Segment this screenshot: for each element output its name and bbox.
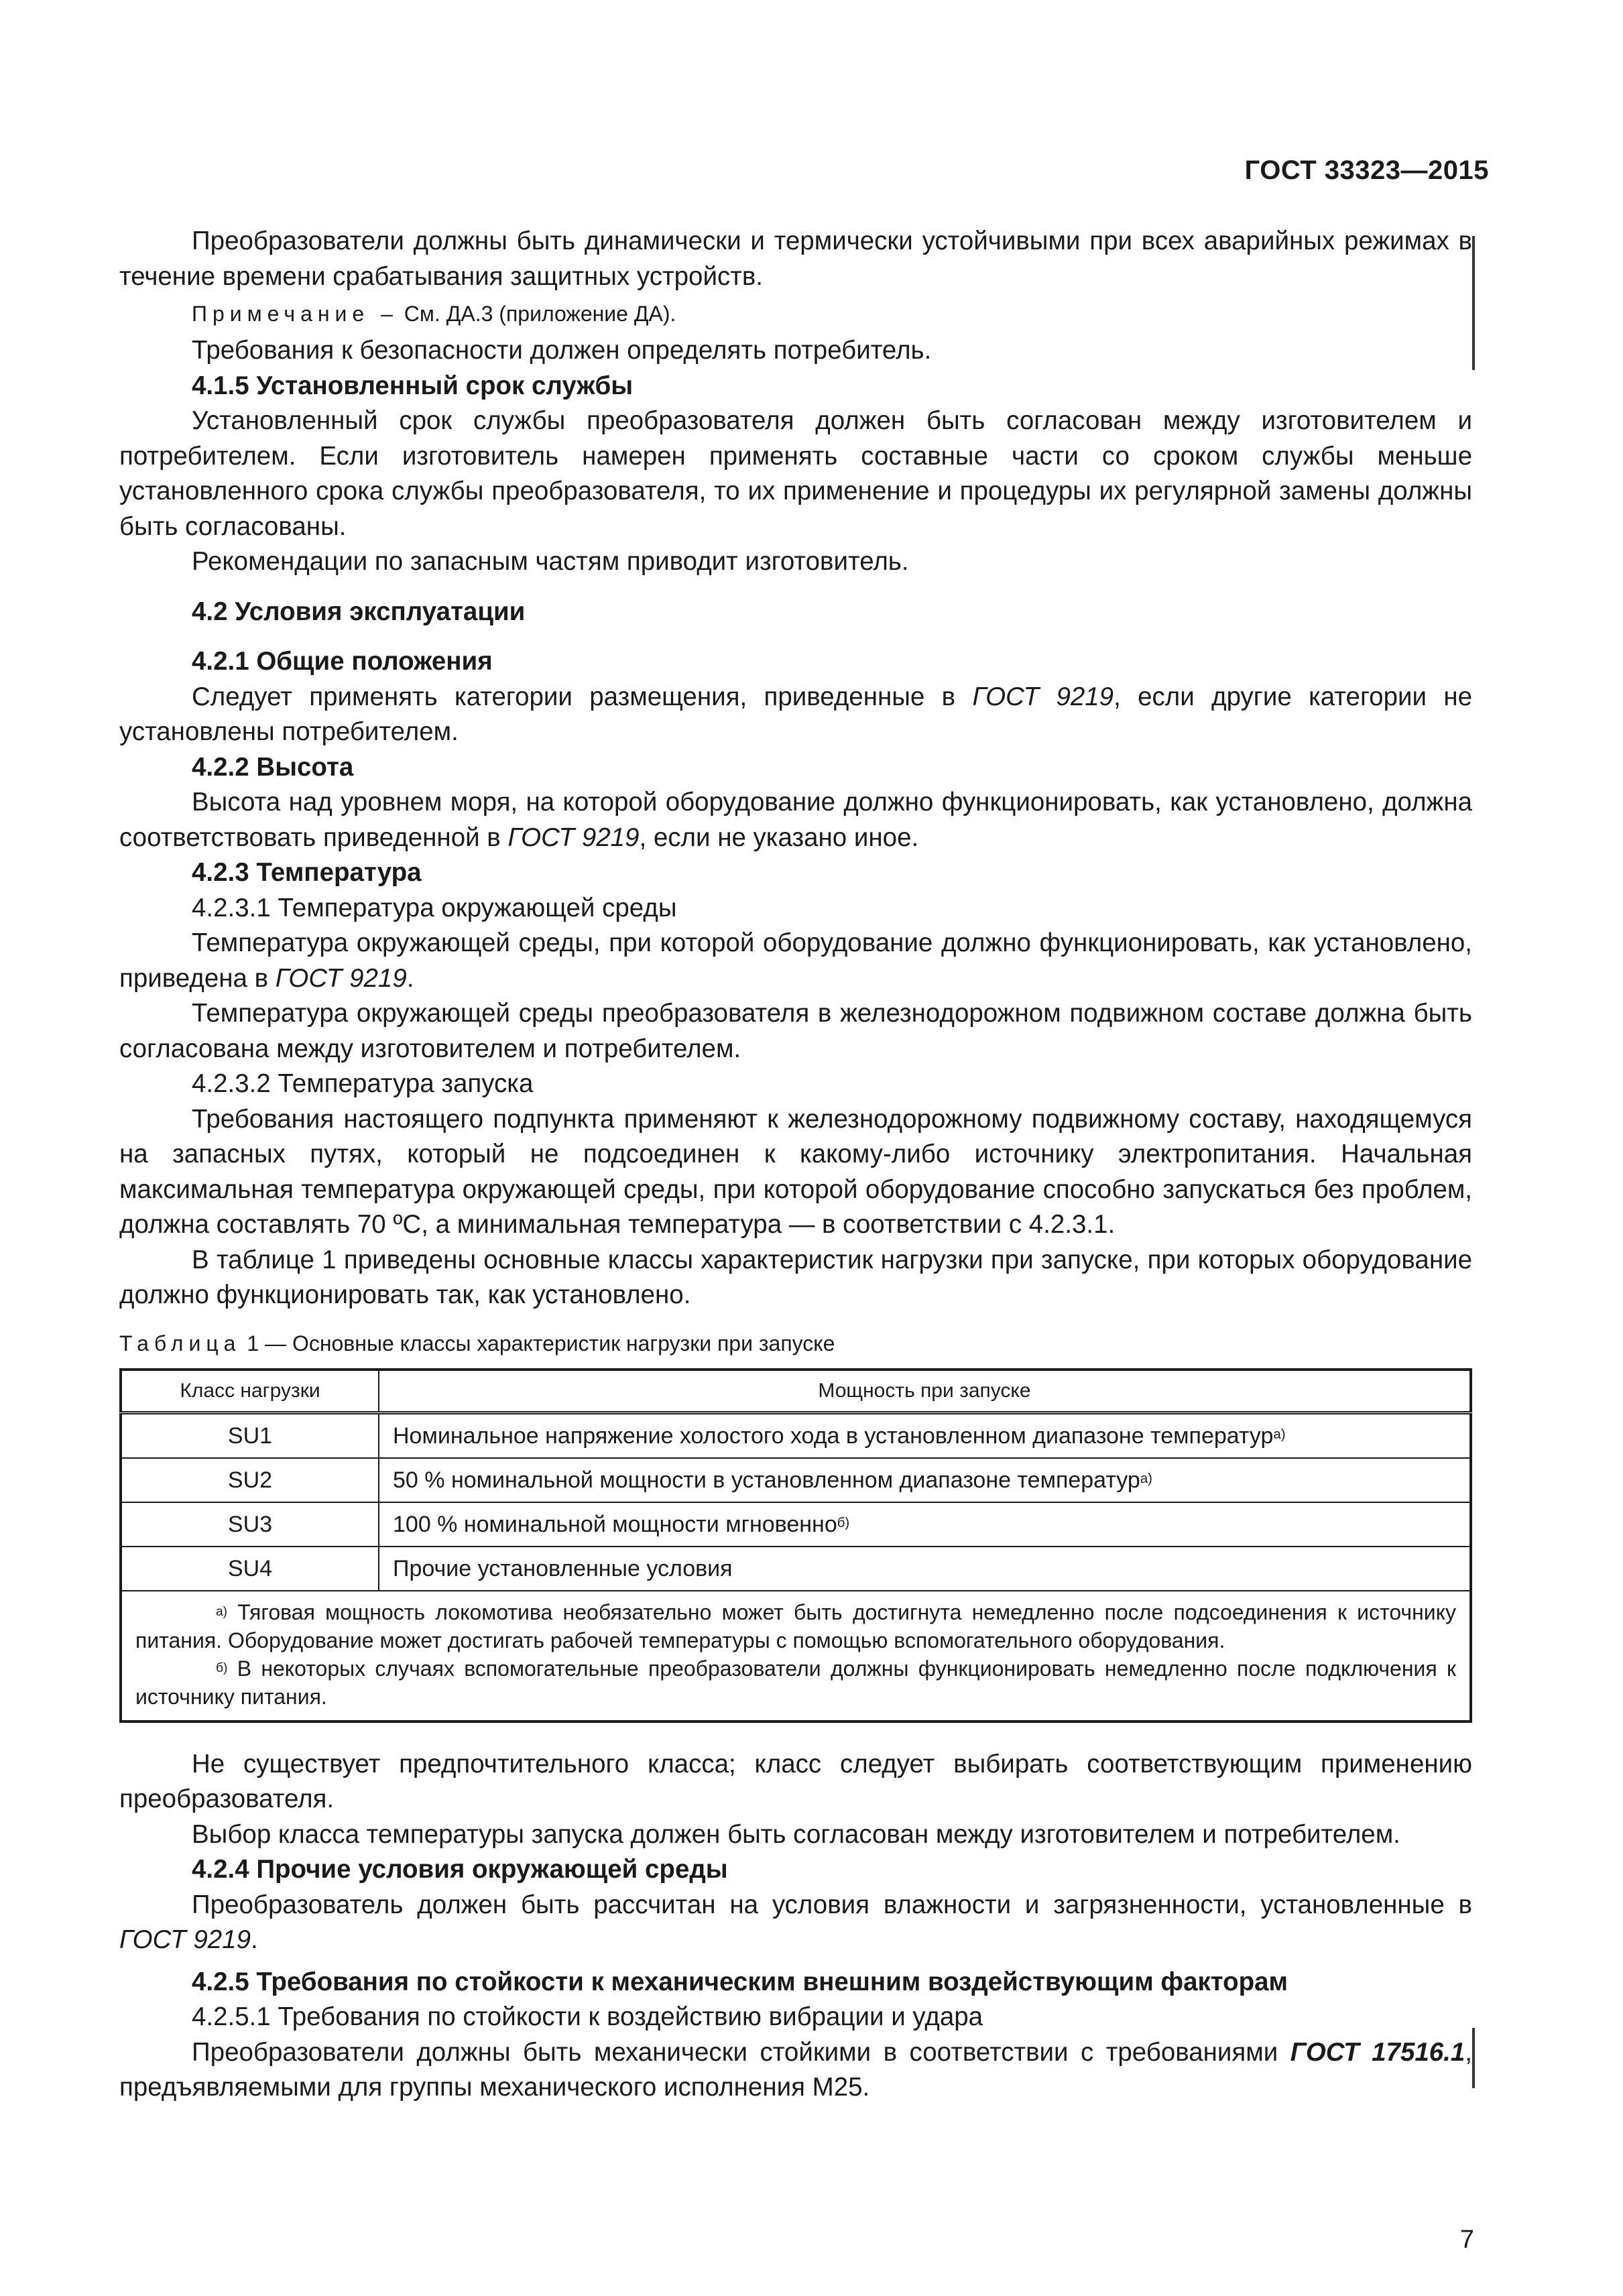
table-header-row — [121, 1370, 1471, 1413]
paragraph: Температура окружающей среды преобразователя в железнодорожном подвижном составе должна быть согласована между изготовителем и потребителем. — [119, 999, 1472, 1063]
load-class-cell: SU3 — [121, 1502, 379, 1547]
change-bar-top — [1472, 236, 1475, 370]
section-heading-4-2-1: 4.2.1 Общие положения — [192, 647, 493, 676]
paragraph: Не существует предпочтительного класса; класс следует выбирать соответствующим применению преобразователя. — [119, 1749, 1472, 1813]
table-footnotes-row — [121, 1591, 1471, 1721]
load-class-cell: SU4 — [121, 1547, 379, 1591]
paragraph: В таблице 1 приведены основные классы характеристик нагрузки при запуске, при которых оборудование должно функционировать так, как установлено. — [119, 1245, 1472, 1309]
paragraph: Преобразователь должен быть рассчитан на условия влажности и загрязненности, установленные в ГОСТ 9219. — [119, 1890, 1472, 1954]
standard-reference: ГОСТ 9219 — [119, 1925, 251, 1954]
table-footnotes — [121, 1591, 1471, 1721]
subsection-title: 4.2.3.2 Температура запуска — [192, 1069, 534, 1098]
load-class-cell: SU2 — [121, 1458, 379, 1502]
table-row — [121, 1412, 1471, 1458]
table-caption-text: 1 — Основные классы характеристик нагрузки при запуске — [247, 1331, 835, 1355]
table-row — [121, 1502, 1471, 1547]
section-heading-4-2-2: 4.2.2 Высота — [192, 752, 354, 782]
section-heading-4-2-3: 4.2.3 Температура — [192, 858, 422, 887]
paragraph: Требования к безопасности должен определять потребитель. — [192, 336, 932, 365]
paragraph: Установленный срок службы преобразователя должен быть согласован между изготовителем и потребителем. Если изготовитель намерен применять составные части со сроком службы меньше установленного срока службы преобразователя, то их применение и процедуры их регулярной замены должны быть согласованы. — [119, 406, 1472, 541]
change-bar-bottom — [1472, 2028, 1475, 2088]
start-power-cell: Прочие установленные условия — [379, 1547, 1471, 1591]
table-row — [121, 1547, 1471, 1591]
footnote-mark: а) — [216, 1604, 228, 1619]
load-class-cell: SU1 — [121, 1412, 379, 1458]
paragraph: Высота над уровнем моря, на которой оборудование должно функционировать, как установлено, должна соответствовать приведенной в ГОСТ 9219, если не указано иное. — [119, 788, 1472, 852]
section-heading-4-2-5: 4.2.5 Требования по стойкости к механическим внешним воздействующим факторам — [192, 1967, 1288, 1996]
standard-reference: ГОСТ 9219 — [972, 682, 1114, 711]
standard-reference: ГОСТ 9219 — [507, 823, 640, 852]
paragraph: Выбор класса температуры запуска должен быть согласован между изготовителем и потребителем. — [192, 1819, 1400, 1849]
paragraph: Температура окружающей среды, при которой оборудование должно функционировать, как установлено, приведена в ГОСТ 9219. — [119, 928, 1472, 993]
section-heading-4-2: 4.2 Условия эксплуатации — [192, 597, 526, 626]
section-heading-4-2-4: 4.2.4 Прочие условия окружающей среды — [192, 1855, 728, 1884]
page-number: 7 — [1459, 2226, 1474, 2254]
standard-reference: ГОСТ 9219 — [275, 963, 407, 993]
table-row — [121, 1458, 1471, 1502]
load-class-table — [119, 1368, 1472, 1723]
footnote-ref: б) — [837, 1516, 850, 1531]
start-power-cell: 100 % номинальной мощности мгновенно$^{б)}$ — [379, 1502, 1471, 1547]
footnote: $^{а)}$ Тяговая мощность локомотива необязательно может быть достигнута немедленно после подсоединения к источнику питания. Оборудование может достигать рабочей температуры с помощью вспомогательного оборудования. — [135, 1599, 1457, 1652]
paragraph: Требования настоящего подпункта применяют к железнодорожному подвижному составу, находящемуся на запасных путях, который не подсоединен к какому-либо источнику электропитания. Начальная максимальная температура окружающей среды, при которой оборудование способно запускаться без проблем, должна составлять 70 ºС, а минимальная температура — в соответствии с 4.2.3.1. — [119, 1104, 1472, 1239]
start-power-cell: 50 % номинальной мощности в установленном диапазоне температур$^{а)}$ — [379, 1458, 1471, 1502]
footnote: $^{б)}$ В некоторых случаях вспомогательные преобразователи должны функционировать немедленно после подключения к источнику питания. — [135, 1656, 1457, 1709]
footnote-ref: а) — [1273, 1427, 1286, 1443]
paragraph: Преобразователи должны быть динамически и термически устойчивыми при всех аварийных режимах в течение времени срабатывания защитных устройств. — [119, 227, 1472, 291]
document-header: ГОСТ 33323—2015 — [1244, 156, 1489, 185]
subsection-title: 4.2.5.1 Требования по стойкости к воздействию вибрации и удара — [192, 2002, 983, 2031]
subsection-title: 4.2.3.1 Температура окружающей среды — [192, 893, 677, 922]
paragraph: Следует применять категории размещения, приведенные в ГОСТ 9219, если другие категории не установлены потребителем. — [119, 682, 1473, 746]
column-header-power: Мощность при запуске — [379, 1370, 1471, 1413]
note-text: См. ДА.3 (приложение ДА). — [404, 302, 676, 326]
table-caption-label: Таблица — [119, 1331, 241, 1355]
start-power-cell: Номинальное напряжение холостого хода в установленном диапазоне температур$^{а)}$ — [379, 1412, 1471, 1458]
footnote-mark: б) — [216, 1660, 228, 1675]
paragraph: Рекомендации по запасным частям приводит изготовитель. — [192, 547, 909, 576]
column-header-class: Класс нагрузки — [121, 1370, 379, 1413]
table-caption — [119, 1328, 1472, 1359]
note — [119, 298, 1472, 329]
paragraph: Преобразователи должны быть механически стойкими в соответствии с требованиями ГОСТ 17516.1, предъявляемыми для группы механического исполнения М25. — [119, 2037, 1472, 2102]
footnote-ref: а) — [1140, 1471, 1152, 1487]
standard-reference: ГОСТ 17516.1 — [1290, 2037, 1465, 2067]
note-label: Примечание – — [192, 302, 398, 326]
document-body — [119, 224, 1472, 2106]
section-heading-4-1-5: 4.1.5 Установленный срок службы — [192, 371, 634, 400]
